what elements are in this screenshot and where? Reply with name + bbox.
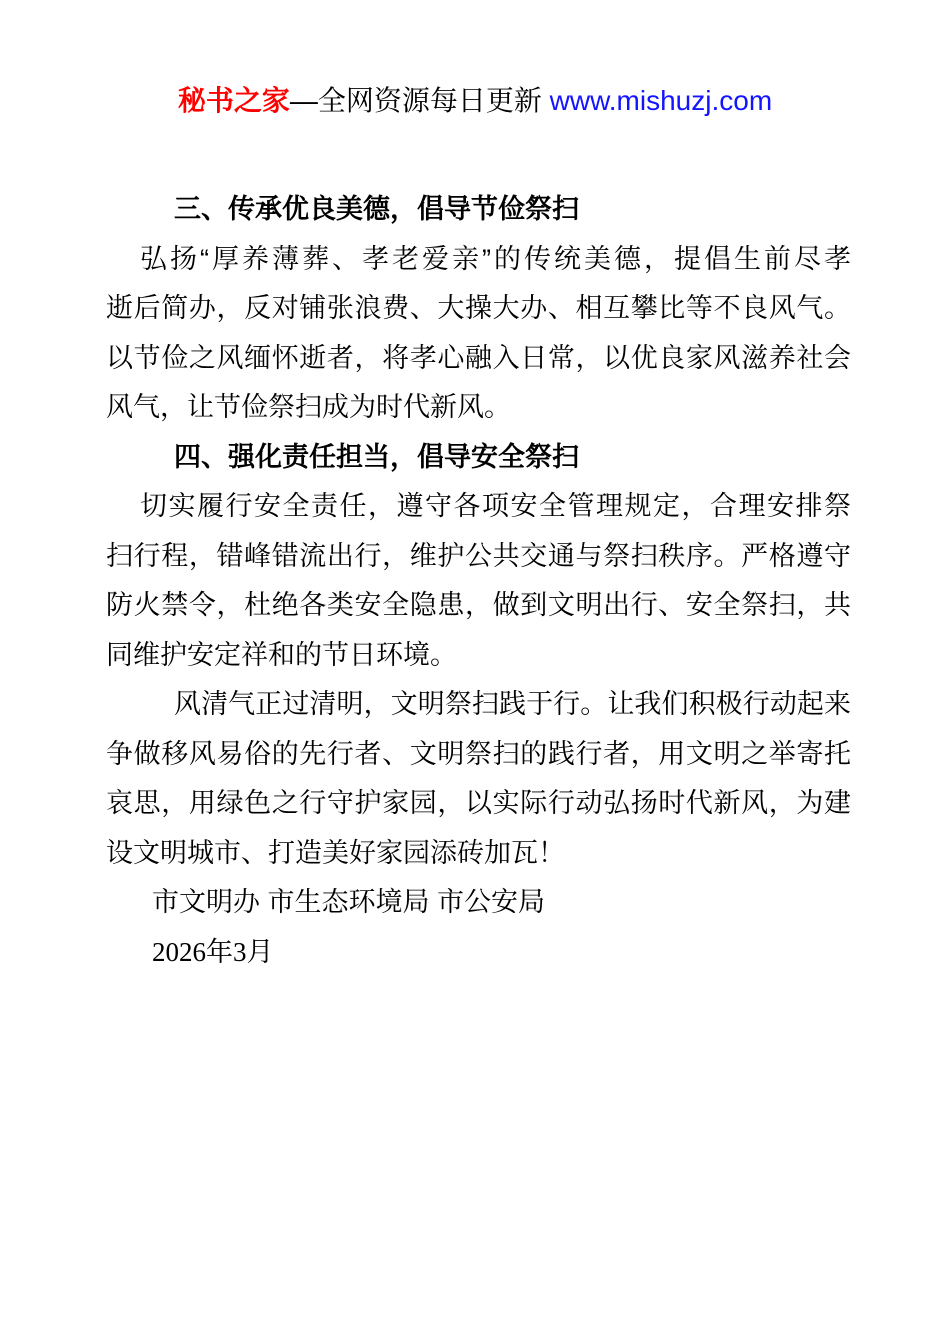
document-line: 哀思，用绿色之行守护家园，以实际行动弘扬时代新风，为建: [106, 788, 851, 818]
document-line: 风气，让节俭祭扫成为时代新风。: [106, 392, 511, 422]
document-line: 弘扬“厚养薄葬、孝老爱亲”的传统美德，提倡生前尽孝: [140, 243, 851, 274]
signature-line: 市文明办 市生态环境局 市公安局: [152, 887, 546, 917]
section-heading: 四、强化责任担当，倡导安全祭扫: [174, 441, 579, 472]
document-line: 设文明城市、打造美好家园添砖加瓦！: [106, 837, 565, 868]
document-line: 同维护安定祥和的节日环境。: [106, 639, 457, 670]
document-body: [106, 185, 851, 977]
document-line: 切实履行安全责任，遵守各项安全管理规定，合理安排祭: [140, 491, 851, 521]
site-header: [0, 84, 950, 118]
document-line: 风清气正过清明，文明祭扫践于行。让我们积极行动起来: [174, 689, 851, 719]
document-line: 扫行程，错峰错流出行，维护公共交通与祭扫秩序。严格遵守: [106, 540, 851, 571]
document-line: 以节俭之风缅怀逝者，将孝心融入日常，以优良家风滋养社会: [106, 342, 851, 373]
site-url-link[interactable]: www.mishuzj.com: [549, 85, 773, 116]
site-brand: 秘书之家: [177, 85, 290, 116]
document-line: 争做移风易俗的先行者、文明祭扫的践行者，用文明之举寄托: [106, 738, 851, 769]
section-heading: 三、传承优良美德，倡导节俭祭扫: [174, 194, 579, 224]
document-line: 逝后简办，反对铺张浪费、大操大办、相互攀比等不良风气。: [106, 293, 851, 323]
site-tagline: —全网资源每日更新: [289, 85, 550, 116]
document-line: 防火禁令，杜绝各类安全隐患，做到文明出行、安全祭扫，共: [106, 590, 851, 620]
date-line: 2026年3月: [152, 936, 274, 967]
